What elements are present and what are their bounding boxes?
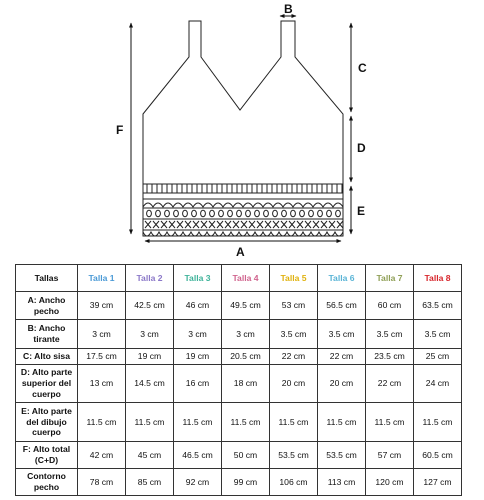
- table-cell: 46 cm: [174, 292, 222, 320]
- dimension-F-label: F: [116, 123, 124, 137]
- table-row: [16, 442, 462, 469]
- table-cell: 99 cm: [222, 469, 270, 496]
- table-cell: 18 cm: [222, 365, 270, 403]
- table-cell: 3.5 cm: [270, 320, 318, 349]
- table-cell: 20.5 cm: [222, 349, 270, 365]
- size-table-container: [15, 264, 462, 496]
- table-cell: 11.5 cm: [366, 403, 414, 442]
- row-label: E: Alto parte del dibujo cuerpo: [16, 403, 78, 442]
- table-cell: 19 cm: [174, 349, 222, 365]
- table-cell: 14.5 cm: [126, 365, 174, 403]
- row-label: Contorno pecho: [16, 469, 78, 496]
- table-cell: 53.5 cm: [318, 442, 366, 469]
- dimension-A-label: A: [236, 245, 245, 259]
- table-cell: 113 cm: [318, 469, 366, 496]
- table-cell: 3 cm: [174, 320, 222, 349]
- garment-outline: [143, 21, 343, 236]
- row-label: B: Ancho tirante: [16, 320, 78, 349]
- table-cell: 3.5 cm: [414, 320, 462, 349]
- table-header-row: [16, 265, 462, 292]
- table-row: [16, 292, 462, 320]
- table-cell: 17.5 cm: [78, 349, 126, 365]
- table-cell: 11.5 cm: [222, 403, 270, 442]
- header-size: Talla 6: [318, 265, 366, 292]
- table-cell: 127 cm: [414, 469, 462, 496]
- table-cell: 11.5 cm: [414, 403, 462, 442]
- table-cell: 49.5 cm: [222, 292, 270, 320]
- table-cell: 16 cm: [174, 365, 222, 403]
- size-table: [15, 264, 462, 496]
- table-cell: 24 cm: [414, 365, 462, 403]
- table-cell: 23.5 cm: [366, 349, 414, 365]
- header-size: Talla 8: [414, 265, 462, 292]
- table-cell: 3 cm: [222, 320, 270, 349]
- table-body: [16, 292, 462, 496]
- table-cell: 78 cm: [78, 469, 126, 496]
- row-label: A: Ancho pecho: [16, 292, 78, 320]
- table-cell: 106 cm: [270, 469, 318, 496]
- header-size: Talla 4: [222, 265, 270, 292]
- table-row: [16, 403, 462, 442]
- row-label: D: Alto parte superior del cuerpo: [16, 365, 78, 403]
- table-cell: 3 cm: [126, 320, 174, 349]
- row-label: F: Alto total (C+D): [16, 442, 78, 469]
- table-cell: 11.5 cm: [174, 403, 222, 442]
- table-cell: 19 cm: [126, 349, 174, 365]
- table-row: [16, 320, 462, 349]
- table-cell: 3.5 cm: [366, 320, 414, 349]
- dimension-E-label: E: [357, 204, 366, 218]
- table-cell: 85 cm: [126, 469, 174, 496]
- table-cell: 25 cm: [414, 349, 462, 365]
- table-row: [16, 349, 462, 365]
- header-size: Talla 2: [126, 265, 174, 292]
- table-cell: 11.5 cm: [270, 403, 318, 442]
- table-cell: 22 cm: [318, 349, 366, 365]
- table-cell: 3.5 cm: [318, 320, 366, 349]
- header-size: Talla 3: [174, 265, 222, 292]
- dimension-B-label: B: [284, 2, 293, 16]
- table-cell: 60.5 cm: [414, 442, 462, 469]
- table-row: [16, 365, 462, 403]
- table-cell: 60 cm: [366, 292, 414, 320]
- table-cell: 53.5 cm: [270, 442, 318, 469]
- table-cell: 42 cm: [78, 442, 126, 469]
- row-label: C: Alto sisa: [16, 349, 78, 365]
- table-cell: 39 cm: [78, 292, 126, 320]
- table-cell: 92 cm: [174, 469, 222, 496]
- table-cell: 57 cm: [366, 442, 414, 469]
- table-cell: 20 cm: [318, 365, 366, 403]
- table-cell: 22 cm: [270, 349, 318, 365]
- table-cell: 56.5 cm: [318, 292, 366, 320]
- table-cell: 120 cm: [366, 469, 414, 496]
- table-cell: 45 cm: [126, 442, 174, 469]
- header-size: Talla 1: [78, 265, 126, 292]
- table-cell: 11.5 cm: [318, 403, 366, 442]
- table-cell: 13 cm: [78, 365, 126, 403]
- table-cell: 11.5 cm: [126, 403, 174, 442]
- dimension-D-label: D: [357, 141, 366, 155]
- header-size: Talla 7: [366, 265, 414, 292]
- table-row: [16, 469, 462, 496]
- header-tallas: Tallas: [16, 265, 78, 292]
- table-cell: 42.5 cm: [126, 292, 174, 320]
- table-cell: 63.5 cm: [414, 292, 462, 320]
- table-cell: 3 cm: [78, 320, 126, 349]
- table-cell: 11.5 cm: [78, 403, 126, 442]
- table-cell: 50 cm: [222, 442, 270, 469]
- table-cell: 20 cm: [270, 365, 318, 403]
- header-size: Talla 5: [270, 265, 318, 292]
- dimension-C-label: C: [358, 61, 367, 75]
- table-cell: 46.5 cm: [174, 442, 222, 469]
- table-cell: 22 cm: [366, 365, 414, 403]
- table-cell: 53 cm: [270, 292, 318, 320]
